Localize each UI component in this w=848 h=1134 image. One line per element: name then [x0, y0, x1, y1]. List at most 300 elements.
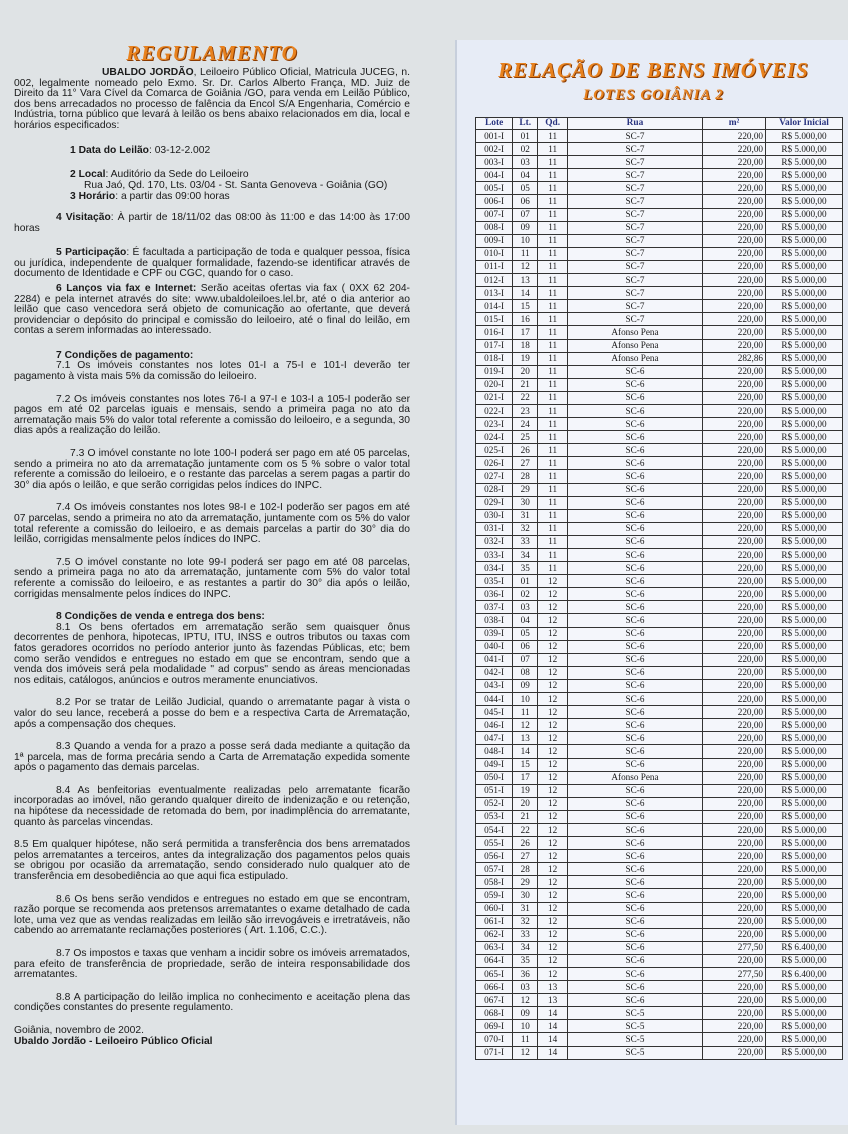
- cell-lote: 035-I: [476, 575, 513, 588]
- cell-area: 220,00: [703, 902, 766, 915]
- table-row: [476, 902, 843, 915]
- section-8-2: 8.2 Por se tratar de Leilão Judicial, quando o arrematante pagar à vista o valor do seu lance, receberá a posse do bem e a respectiva Carta de Arrematação, após a compensação dos cheques.: [14, 697, 410, 730]
- cell-lote: 053-I: [476, 810, 513, 823]
- cell-lt: 20: [513, 365, 538, 378]
- section-8-3: 8.3 Quando a venda for a prazo a posse será dada mediante a quitação da 1ª parcela, mas de forma precária sendo a Carta de Arrematação expedida somente após o pagamento das demais parcelas.: [14, 741, 410, 774]
- cell-lote: 022-I: [476, 404, 513, 417]
- cell-qd: 11: [538, 260, 568, 273]
- cell-lote: 046-I: [476, 719, 513, 732]
- property-list-subtitle: LOTES GOIÂNIA 2: [583, 87, 724, 103]
- cell-valor: R$ 5.000,00: [766, 640, 843, 653]
- cell-qd: 12: [538, 679, 568, 692]
- cell-lote: 008-I: [476, 221, 513, 234]
- cell-rua: SC-7: [568, 208, 703, 221]
- cell-qd: 12: [538, 928, 568, 941]
- cell-valor: R$ 5.000,00: [766, 666, 843, 679]
- cell-qd: 12: [538, 719, 568, 732]
- cell-rua: SC-5: [568, 1046, 703, 1059]
- cell-rua: SC-7: [568, 247, 703, 260]
- cell-valor: R$ 5.000,00: [766, 247, 843, 260]
- cell-lote: 015-I: [476, 313, 513, 326]
- cell-area: 220,00: [703, 823, 766, 836]
- table-row: [476, 418, 843, 431]
- cell-rua: SC-6: [568, 483, 703, 496]
- cell-lt: 13: [513, 732, 538, 745]
- cell-area: 220,00: [703, 954, 766, 967]
- cell-rua: SC-6: [568, 823, 703, 836]
- section-7-4: 7.4 Os imóveis constantes nos lotes 98-I e 102-I poderão ser pagos em até 07 parcelas, sendo a primeira no ato da arrematação, juntamente com os 5% do valor total referente a comissão do leiloeiro, e as demais parcelas a partir do 30° dia do leilão, corrigidas mensalmente pelos índices do INPC.: [14, 502, 410, 546]
- section-8-1: 8.1 Os bens ofertados em arrematação serão sem quaisquer ônus decorrentes de penhora, hipotecas, IPTU, ITU, INSS e outros tributos ou taxas com fatos geradores ocorridos no período anterior junto às fazendas Públicas, etc; bem como serão vendidos e entregues no estado em que se encontram, sendo que a venda dos imóveis será pela modalidade " ad corpus" sendo as áreas mencionadas nos editais, catálogos, anúncios e outros meramente enunciativos.: [14, 621, 410, 686]
- section-3-label: 3 Horário: [70, 191, 116, 203]
- cell-lote: 070-I: [476, 1033, 513, 1046]
- cell-lt: 32: [513, 522, 538, 535]
- cell-lote: 026-I: [476, 457, 513, 470]
- cell-area: 277,50: [703, 968, 766, 981]
- cell-area: 220,00: [703, 378, 766, 391]
- table-row: [476, 339, 843, 352]
- cell-lt: 35: [513, 562, 538, 575]
- cell-area: 220,00: [703, 156, 766, 169]
- cell-area: 220,00: [703, 195, 766, 208]
- cell-lote: 055-I: [476, 837, 513, 850]
- cell-valor: R$ 5.000,00: [766, 562, 843, 575]
- cell-valor: R$ 5.000,00: [766, 863, 843, 876]
- table-row: [476, 889, 843, 902]
- section-4: [14, 213, 410, 234]
- cell-lt: 02: [513, 143, 538, 156]
- cell-lt: 08: [513, 666, 538, 679]
- cell-valor: R$ 5.000,00: [766, 208, 843, 221]
- cell-valor: R$ 5.000,00: [766, 509, 843, 522]
- cell-area: 220,00: [703, 1020, 766, 1033]
- cell-area: 220,00: [703, 535, 766, 548]
- table-row: [476, 1007, 843, 1020]
- section-8-7: 8.7 Os impostos e taxas que venham a incidir sobre os imóveis arrematados, para efeito de transferência de propriedade, serão de inteira responsabilidade dos arrematantes.: [14, 948, 410, 981]
- intro-text: , Leiloeiro Público Oficial, Matricula JUCEG, n. 002, legalmente nomeado pelo Exmo. Sr. Dr. Carlos Alberto França, MD. Juiz de Direito da 11° Vara Cível da Comarca de Goiânia /GO, para venda em Leilão Público, dos bens arrecadados no processo de falência da Encol S/A Engenharia, Comércio e Indústria, torna público que levará à leilão os bens abaixo relacionados em dia, local e horários especificados:: [14, 67, 410, 131]
- table-row: [476, 313, 843, 326]
- cell-area: 220,00: [703, 588, 766, 601]
- table-row: [476, 968, 843, 981]
- cell-area: 220,00: [703, 679, 766, 692]
- cell-qd: 12: [538, 745, 568, 758]
- cell-rua: SC-5: [568, 1007, 703, 1020]
- table-header-row: [476, 118, 843, 130]
- cell-lt: 01: [513, 575, 538, 588]
- header-rua: Rua: [568, 118, 703, 130]
- cell-valor: R$ 5.000,00: [766, 418, 843, 431]
- cell-qd: 12: [538, 693, 568, 706]
- cell-area: 220,00: [703, 889, 766, 902]
- cell-rua: SC-6: [568, 627, 703, 640]
- cell-rua: SC-6: [568, 994, 703, 1007]
- table-row: [476, 745, 843, 758]
- cell-rua: SC-6: [568, 549, 703, 562]
- cell-rua: SC-6: [568, 575, 703, 588]
- cell-area: 220,00: [703, 470, 766, 483]
- cell-area: 220,00: [703, 287, 766, 300]
- regulamento-column: [14, 38, 410, 1118]
- cell-lote: 009-I: [476, 234, 513, 247]
- cell-lote: 001-I: [476, 130, 513, 143]
- cell-qd: 11: [538, 549, 568, 562]
- cell-valor: R$ 5.000,00: [766, 1007, 843, 1020]
- cell-lt: 34: [513, 549, 538, 562]
- cell-area: 220,00: [703, 928, 766, 941]
- cell-rua: SC-6: [568, 941, 703, 954]
- cell-qd: 12: [538, 771, 568, 784]
- cell-lt: 04: [513, 614, 538, 627]
- section-6-label: 6 Lanços via fax e Internet:: [56, 282, 197, 294]
- cell-area: 220,00: [703, 260, 766, 273]
- cell-qd: 11: [538, 522, 568, 535]
- cell-area: 220,00: [703, 810, 766, 823]
- cell-rua: SC-6: [568, 365, 703, 378]
- cell-valor: R$ 5.000,00: [766, 889, 843, 902]
- table-row: [476, 706, 843, 719]
- cell-valor: R$ 5.000,00: [766, 823, 843, 836]
- cell-qd: 12: [538, 784, 568, 797]
- cell-valor: R$ 5.000,00: [766, 588, 843, 601]
- cell-area: 220,00: [703, 444, 766, 457]
- cell-area: 220,00: [703, 365, 766, 378]
- cell-qd: 11: [538, 208, 568, 221]
- cell-area: 220,00: [703, 1033, 766, 1046]
- cell-rua: SC-6: [568, 758, 703, 771]
- cell-valor: R$ 5.000,00: [766, 719, 843, 732]
- cell-qd: 12: [538, 614, 568, 627]
- cell-valor: R$ 5.000,00: [766, 260, 843, 273]
- cell-rua: SC-6: [568, 418, 703, 431]
- section-7-1: 7.1 Os imóveis constantes nos lotes 01-I a 75-I e 101-I deverão ter pagamento à vista mais 5% da comissão do leiloeiro.: [14, 360, 410, 383]
- section-8-4: 8.4 As benfeitorias eventualmente realizadas pelo arrematante ficarão incorporadas ao imóvel, não gerando qualquer direito de indenização e ou retenção, na hipótese da necessidade de retomada do bem, por inadimplência do arrematante, quanto às parcelas vincendas.: [14, 784, 410, 828]
- cell-lt: 29: [513, 483, 538, 496]
- cell-area: 220,00: [703, 627, 766, 640]
- cell-lt: 12: [513, 1046, 538, 1059]
- section-1-label: 1 Data do Leilão: [70, 144, 149, 156]
- cell-rua: SC-6: [568, 876, 703, 889]
- cell-lt: 20: [513, 797, 538, 810]
- cell-qd: 12: [538, 876, 568, 889]
- cell-lote: 010-I: [476, 247, 513, 260]
- cell-rua: SC-6: [568, 863, 703, 876]
- cell-rua: SC-7: [568, 287, 703, 300]
- cell-qd: 11: [538, 169, 568, 182]
- cell-lote: 030-I: [476, 509, 513, 522]
- cell-lt: 06: [513, 640, 538, 653]
- table-row: [476, 810, 843, 823]
- cell-qd: 12: [538, 863, 568, 876]
- table-row: [476, 771, 843, 784]
- cell-rua: SC-6: [568, 810, 703, 823]
- cell-area: 220,00: [703, 274, 766, 287]
- cell-lote: 023-I: [476, 418, 513, 431]
- cell-valor: R$ 5.000,00: [766, 994, 843, 1007]
- table-row: [476, 208, 843, 221]
- header-qd: Qd.: [538, 118, 568, 130]
- cell-lt: 09: [513, 1007, 538, 1020]
- table-row: [476, 182, 843, 195]
- cell-qd: 12: [538, 653, 568, 666]
- cell-rua: SC-6: [568, 470, 703, 483]
- cell-rua: Afonso Pena: [568, 352, 703, 365]
- cell-valor: R$ 5.000,00: [766, 326, 843, 339]
- cell-qd: 12: [538, 758, 568, 771]
- cell-area: 220,00: [703, 483, 766, 496]
- cell-valor: R$ 5.000,00: [766, 365, 843, 378]
- cell-lote: 041-I: [476, 653, 513, 666]
- cell-rua: SC-6: [568, 902, 703, 915]
- table-row: [476, 326, 843, 339]
- cell-lote: 045-I: [476, 706, 513, 719]
- cell-lote: 062-I: [476, 928, 513, 941]
- header-valor-inicial: Valor Inicial: [766, 118, 843, 130]
- cell-rua: SC-6: [568, 496, 703, 509]
- cell-lt: 35: [513, 954, 538, 967]
- cell-lote: 052-I: [476, 797, 513, 810]
- cell-qd: 11: [538, 496, 568, 509]
- section-2-address: Rua Jaó, Qd. 170, Lts. 03/04 - St. Santa Genoveva - Goiânia (GO): [84, 179, 388, 191]
- cell-qd: 11: [538, 234, 568, 247]
- cell-lt: 10: [513, 693, 538, 706]
- cell-valor: R$ 5.000,00: [766, 784, 843, 797]
- cell-qd: 11: [538, 562, 568, 575]
- cell-area: 220,00: [703, 915, 766, 928]
- cell-valor: R$ 5.000,00: [766, 274, 843, 287]
- table-row: [476, 156, 843, 169]
- cell-lt: 10: [513, 234, 538, 247]
- table-row: [476, 234, 843, 247]
- table-row: [476, 378, 843, 391]
- header-lt: Lt.: [513, 118, 538, 130]
- table-row: [476, 549, 843, 562]
- cell-rua: SC-6: [568, 653, 703, 666]
- cell-area: 220,00: [703, 693, 766, 706]
- cell-valor: R$ 5.000,00: [766, 234, 843, 247]
- cell-lt: 11: [513, 1033, 538, 1046]
- cell-valor: R$ 5.000,00: [766, 457, 843, 470]
- table-row: [476, 274, 843, 287]
- cell-qd: 14: [538, 1020, 568, 1033]
- cell-valor: R$ 5.000,00: [766, 221, 843, 234]
- cell-lt: 21: [513, 378, 538, 391]
- cell-qd: 11: [538, 535, 568, 548]
- cell-lt: 19: [513, 784, 538, 797]
- cell-valor: R$ 5.000,00: [766, 679, 843, 692]
- table-row: [476, 535, 843, 548]
- cell-lote: 043-I: [476, 679, 513, 692]
- cell-qd: 12: [538, 588, 568, 601]
- cell-area: 220,00: [703, 640, 766, 653]
- cell-lt: 01: [513, 130, 538, 143]
- cell-rua: SC-6: [568, 784, 703, 797]
- table-row: [476, 679, 843, 692]
- cell-valor: R$ 5.000,00: [766, 1020, 843, 1033]
- cell-lt: 12: [513, 994, 538, 1007]
- cell-lt: 07: [513, 653, 538, 666]
- cell-rua: SC-6: [568, 391, 703, 404]
- cell-lote: 044-I: [476, 693, 513, 706]
- cell-qd: 11: [538, 182, 568, 195]
- cell-qd: 11: [538, 313, 568, 326]
- cell-lote: 024-I: [476, 431, 513, 444]
- cell-rua: SC-7: [568, 156, 703, 169]
- cell-area: 220,00: [703, 431, 766, 444]
- section-7-3: 7.3 O imóvel constante no lote 100-I poderá ser pago em até 05 parcelas, sendo a primeira no ato da arrematação juntamente com os 5 % sobre o valor total referente a comissão do leiloeiro, e o restante das parcelas a serem pagas a partir do 30° dia após o leilão, e que serão corrigidas pelos índices do INPC.: [14, 448, 410, 491]
- section-7-2: 7.2 Os imóveis constantes nos lotes 76-I a 97-I e 103-I a 105-I poderão ser pagos em até 02 parcelas iguais e mensais, sendo a primeira paga no ato da arrematação mais 5% do valor total referente a comissão do leiloeiro, e a segunda, 30 dias após a realização do leilão.: [14, 393, 410, 437]
- cell-lote: 012-I: [476, 274, 513, 287]
- cell-qd: 11: [538, 444, 568, 457]
- section-1-text: : 03-12-2.002: [148, 144, 211, 156]
- cell-valor: R$ 5.000,00: [766, 876, 843, 889]
- table-row: [476, 693, 843, 706]
- cell-lote: 017-I: [476, 339, 513, 352]
- cell-lote: 007-I: [476, 208, 513, 221]
- cell-rua: SC-7: [568, 274, 703, 287]
- cell-valor: R$ 5.000,00: [766, 130, 843, 143]
- cell-area: 220,00: [703, 850, 766, 863]
- cell-valor: R$ 5.000,00: [766, 915, 843, 928]
- cell-lote: 069-I: [476, 1020, 513, 1033]
- property-list-title: RELAÇÃO DE BENS IMÓVEIS: [498, 58, 809, 82]
- cell-lt: 13: [513, 274, 538, 287]
- table-row: [476, 732, 843, 745]
- table-row: [476, 195, 843, 208]
- cell-lt: 02: [513, 588, 538, 601]
- cell-lt: 33: [513, 535, 538, 548]
- cell-qd: 11: [538, 378, 568, 391]
- cell-qd: 11: [538, 143, 568, 156]
- cell-area: 220,00: [703, 143, 766, 156]
- table-row: [476, 391, 843, 404]
- cell-rua: SC-6: [568, 457, 703, 470]
- cell-valor: R$ 5.000,00: [766, 902, 843, 915]
- cell-qd: 11: [538, 287, 568, 300]
- cell-qd: 11: [538, 418, 568, 431]
- cell-qd: 11: [538, 352, 568, 365]
- cell-lt: 12: [513, 260, 538, 273]
- cell-lote: 051-I: [476, 784, 513, 797]
- cell-area: 220,00: [703, 562, 766, 575]
- cell-qd: 12: [538, 640, 568, 653]
- cell-lote: 065-I: [476, 968, 513, 981]
- cell-lt: 11: [513, 706, 538, 719]
- table-row: [476, 522, 843, 535]
- cell-rua: SC-6: [568, 588, 703, 601]
- cell-lt: 26: [513, 837, 538, 850]
- cell-lt: 19: [513, 352, 538, 365]
- cell-area: 220,00: [703, 300, 766, 313]
- cell-valor: R$ 5.000,00: [766, 522, 843, 535]
- cell-area: 277,50: [703, 941, 766, 954]
- cell-rua: SC-6: [568, 614, 703, 627]
- table-row: [476, 928, 843, 941]
- cell-area: 220,00: [703, 706, 766, 719]
- cell-lt: 26: [513, 444, 538, 457]
- cell-area: 220,00: [703, 339, 766, 352]
- cell-qd: 12: [538, 732, 568, 745]
- cell-rua: SC-6: [568, 837, 703, 850]
- cell-rua: SC-6: [568, 535, 703, 548]
- cell-valor: R$ 5.000,00: [766, 810, 843, 823]
- cell-valor: R$ 5.000,00: [766, 470, 843, 483]
- cell-lt: 10: [513, 1020, 538, 1033]
- table-row: [476, 915, 843, 928]
- cell-lt: 09: [513, 221, 538, 234]
- cell-rua: Afonso Pena: [568, 771, 703, 784]
- cell-lote: 058-I: [476, 876, 513, 889]
- cell-lote: 049-I: [476, 758, 513, 771]
- cell-valor: R$ 5.000,00: [766, 404, 843, 417]
- section-3: [14, 192, 410, 203]
- cell-rua: SC-7: [568, 195, 703, 208]
- cell-valor: R$ 5.000,00: [766, 850, 843, 863]
- cell-area: 220,00: [703, 1046, 766, 1059]
- cell-lote: 050-I: [476, 771, 513, 784]
- section-7-label: 7 Condições de pagamento:: [56, 349, 194, 361]
- cell-lt: 28: [513, 470, 538, 483]
- table-row: [476, 837, 843, 850]
- cell-lote: 021-I: [476, 391, 513, 404]
- cell-valor: R$ 5.000,00: [766, 535, 843, 548]
- property-list-panel: [455, 40, 848, 1125]
- cell-lote: 025-I: [476, 444, 513, 457]
- cell-qd: 13: [538, 981, 568, 994]
- table-row: [476, 457, 843, 470]
- cell-area: 220,00: [703, 457, 766, 470]
- cell-rua: SC-5: [568, 1033, 703, 1046]
- cell-lote: 018-I: [476, 352, 513, 365]
- cell-qd: 14: [538, 1007, 568, 1020]
- cell-valor: R$ 5.000,00: [766, 706, 843, 719]
- cell-lote: 005-I: [476, 182, 513, 195]
- cell-valor: R$ 5.000,00: [766, 156, 843, 169]
- cell-area: 220,00: [703, 418, 766, 431]
- cell-valor: R$ 5.000,00: [766, 444, 843, 457]
- table-row: [476, 260, 843, 273]
- cell-lote: 014-I: [476, 300, 513, 313]
- cell-valor: R$ 5.000,00: [766, 549, 843, 562]
- cell-qd: 11: [538, 156, 568, 169]
- cell-qd: 14: [538, 1033, 568, 1046]
- property-table: [475, 117, 843, 1060]
- table-row: [476, 666, 843, 679]
- cell-lote: 039-I: [476, 627, 513, 640]
- table-row: [476, 941, 843, 954]
- cell-lote: 042-I: [476, 666, 513, 679]
- cell-area: 220,00: [703, 326, 766, 339]
- cell-lt: 24: [513, 418, 538, 431]
- table-row: [476, 509, 843, 522]
- section-6-text: Serão aceitas ofertas via fax ( 0XX 62 204-2284) e pela internet através do site: www.ubaldoleiloes.lel.br, até o dia anterior ao leilão que caso vencedora será objeto de comunicação ao ofertante, que deverá providenciar o depósito do principal e comissão do leiloeiro, até o final do leilão, em contas a serem informadas ao interessado.: [14, 282, 410, 337]
- table-row: [476, 404, 843, 417]
- cell-rua: SC-6: [568, 889, 703, 902]
- cell-lote: 054-I: [476, 823, 513, 836]
- cell-valor: R$ 5.000,00: [766, 745, 843, 758]
- cell-area: 220,00: [703, 837, 766, 850]
- table-row: [476, 719, 843, 732]
- table-row: [476, 1020, 843, 1033]
- table-row: [476, 614, 843, 627]
- cell-lote: 027-I: [476, 470, 513, 483]
- cell-valor: R$ 5.000,00: [766, 1033, 843, 1046]
- cell-qd: 12: [538, 797, 568, 810]
- cell-lote: 002-I: [476, 143, 513, 156]
- cell-rua: SC-6: [568, 732, 703, 745]
- cell-valor: R$ 5.000,00: [766, 378, 843, 391]
- cell-valor: R$ 5.000,00: [766, 300, 843, 313]
- table-row: [476, 496, 843, 509]
- cell-lote: 020-I: [476, 378, 513, 391]
